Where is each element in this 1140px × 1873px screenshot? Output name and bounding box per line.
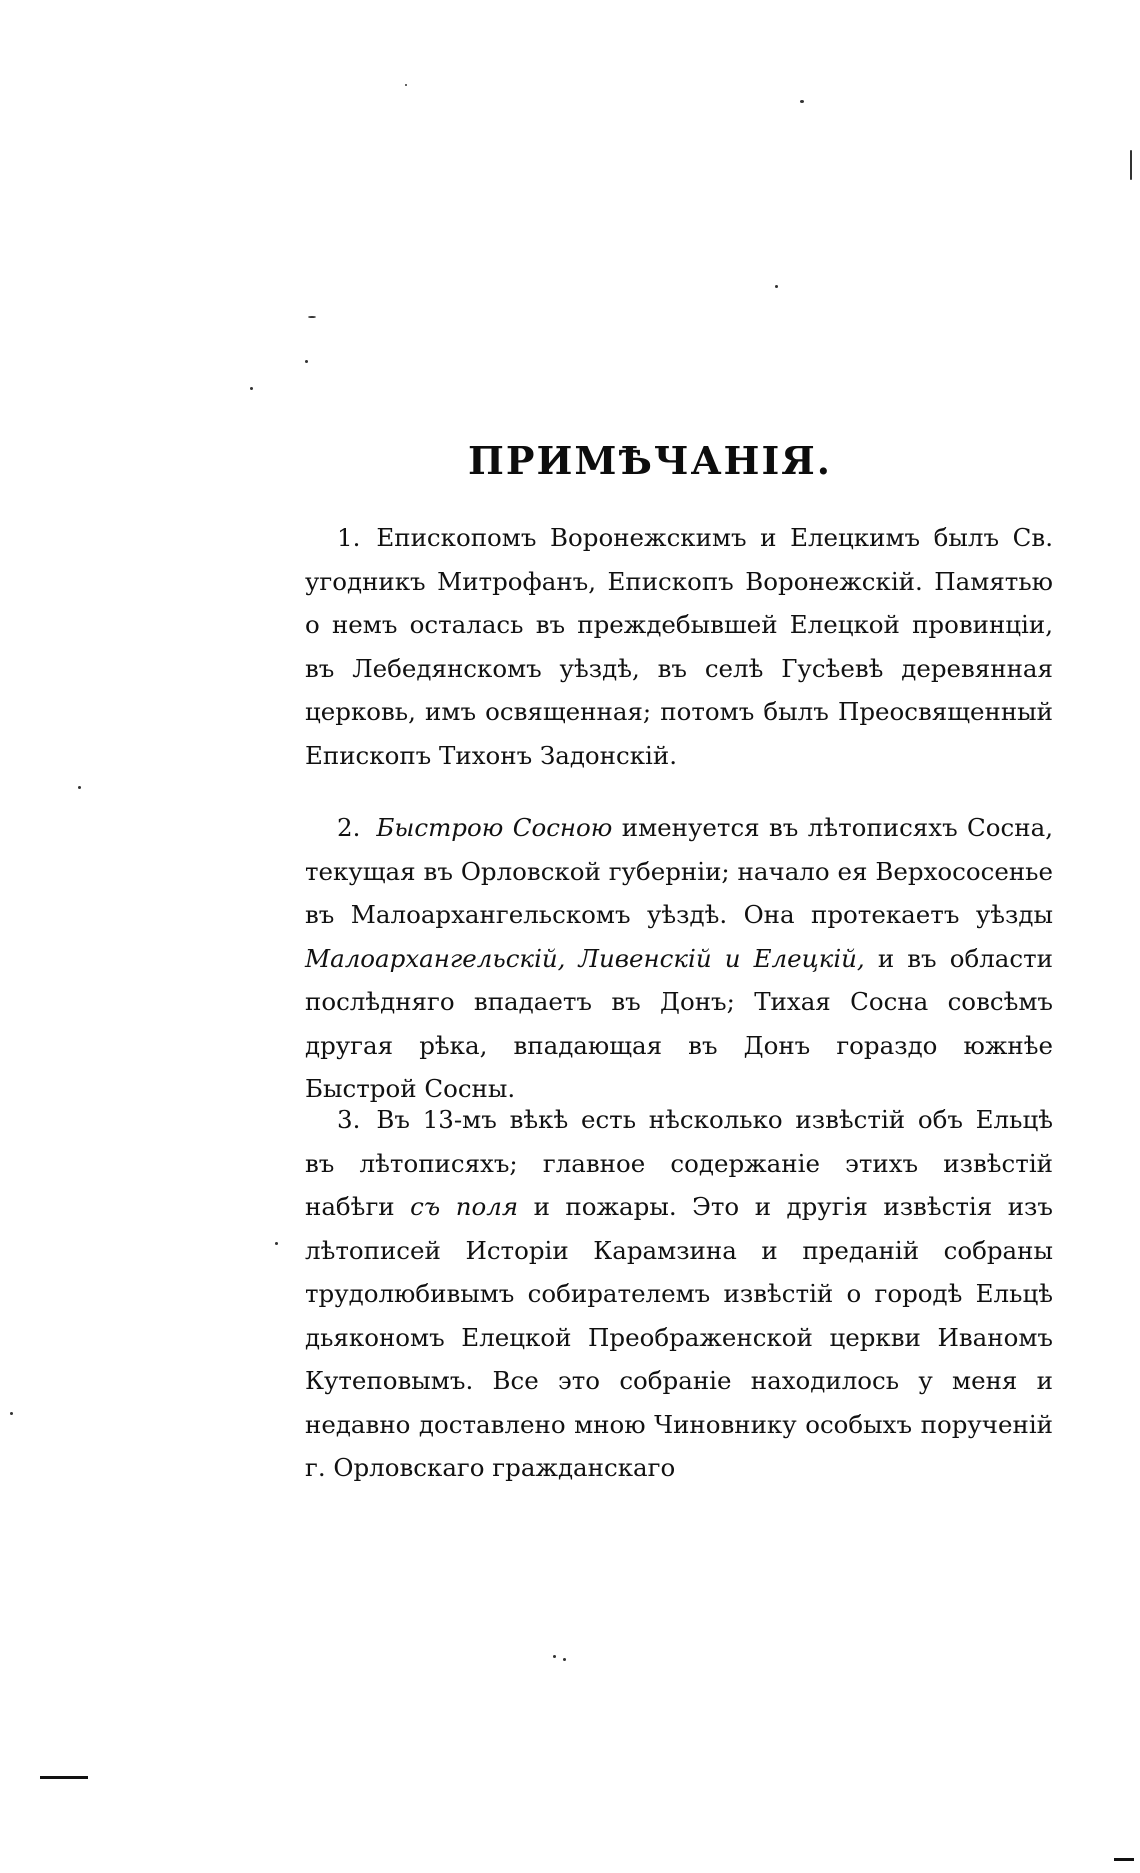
margin-rule — [40, 1776, 88, 1779]
scan-speck — [78, 786, 81, 789]
note-3 — [305, 1098, 1053, 1490]
note-1 — [305, 516, 1053, 777]
note-italic-mid: Малоархангельскій, Ливенскій и Елецкій, — [305, 943, 865, 973]
scan-speck — [775, 285, 778, 288]
page-title: ПРИМѢЧАНІЯ. — [468, 438, 832, 483]
scan-speck — [563, 1658, 566, 1661]
note-number: 1. — [337, 523, 361, 552]
note-text-a: именуется въ лѣтописяхъ Сосна, текущая въ Орловской губерніи; начало ея Верхососенье въ Малоархангельскомъ уѣздѣ. Она протекаетъ уѣзды — [305, 813, 1053, 929]
note-italic-mid: съ поля — [410, 1192, 519, 1221]
scan-speck — [10, 1412, 13, 1415]
margin-rule — [1114, 1858, 1134, 1861]
note-text: Епископомъ Воронежскимъ и Елецкимъ былъ Св. угодникъ Митрофанъ, Епископъ Воронежскій. Памятью о немъ осталась въ преждебывшей Елецкой провинціи, въ Лебедянскомъ уѣздѣ, въ селѣ Гусѣевѣ деревянная церковь, имъ освященная; потомъ былъ Преосвященный Епископъ Тихонъ Задонскій. — [305, 523, 1053, 770]
scan-speck — [405, 84, 407, 86]
note-text-b: и въ области послѣдняго впадаетъ въ Донъ; Тихая Сосна совсѣмъ другая рѣка, впадающая въ Донъ гораздо южнѣе Быстрой Сосны. — [305, 943, 1053, 1103]
scan-speck — [800, 100, 804, 103]
scan-speck — [275, 1242, 278, 1245]
scan-speck — [250, 387, 253, 390]
note-2 — [305, 806, 1053, 1111]
scan-speck — [305, 360, 308, 363]
scan-speck — [553, 1655, 556, 1658]
note-text-b: и пожары. Это и другія извѣстія изъ лѣтописей Исторіи Карамзина и преданій собраны трудолюбивымъ собирателемъ извѣстій о городѣ Ельцѣ дьякономъ Елецкой Преображенской церкви Иваномъ Кутеповымъ. Все это собраніе находилось у меня и недавно доставлено мною Чиновнику особыхъ порученій г. Орловскаго гражданскаго — [305, 1192, 1053, 1482]
scan-speck — [1130, 150, 1132, 180]
note-italic-lead: Быстрою Сосною — [376, 813, 613, 842]
scan-speck — [308, 316, 316, 318]
note-text-a: Въ 13-мъ вѣкѣ есть нѣсколько извѣстій объ Ельцѣ въ лѣтописяхъ; главное содержаніе этихъ извѣстій набѣги — [305, 1105, 1053, 1221]
note-number: 3. — [337, 1105, 361, 1134]
note-number: 2. — [337, 813, 361, 842]
